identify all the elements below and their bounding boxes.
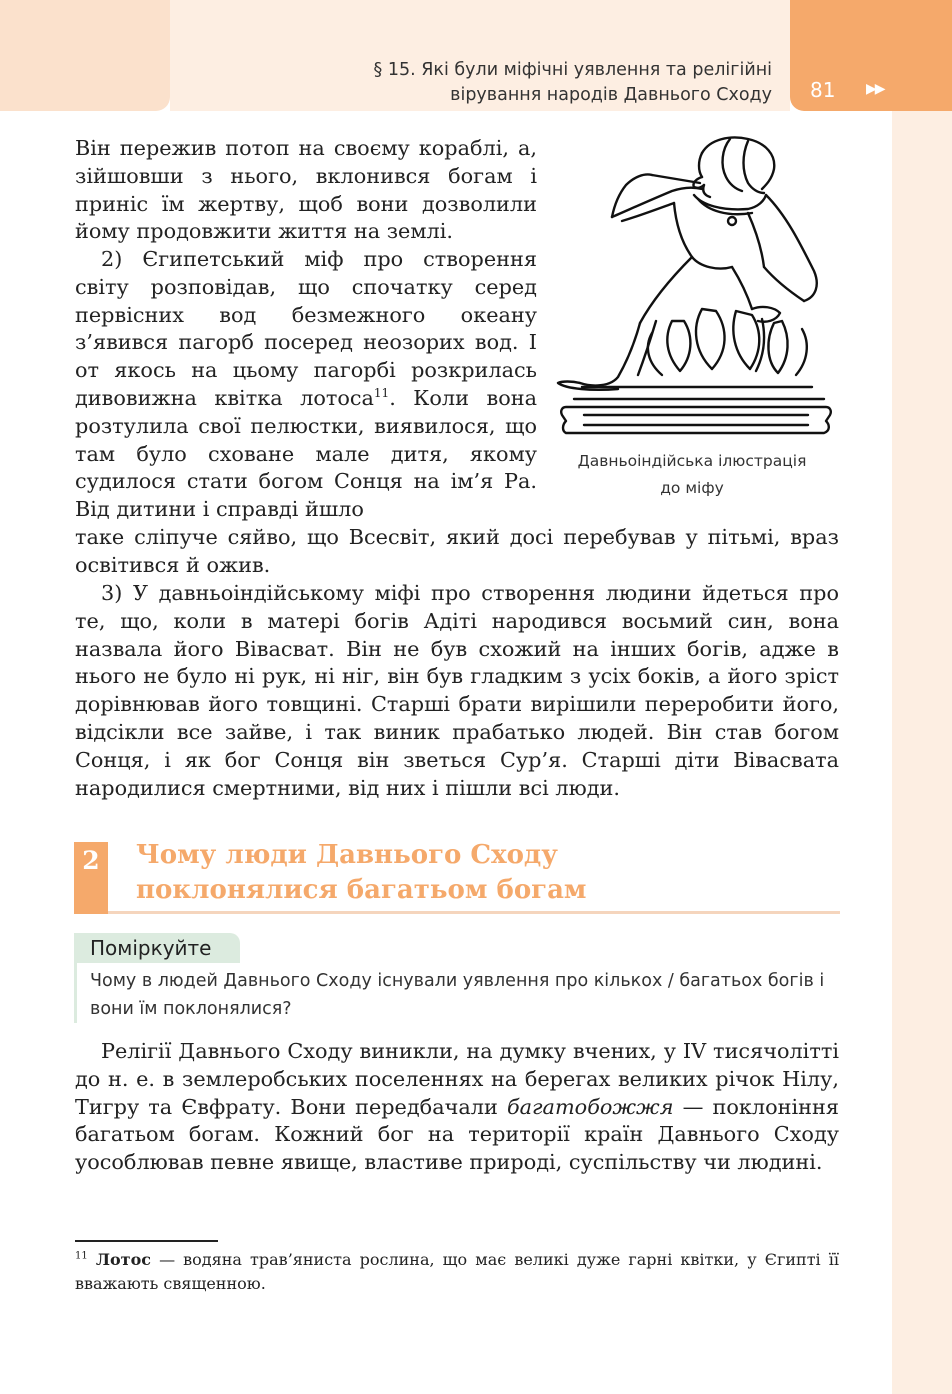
footnote-text: — водяна трав’яниста рослина, що має великі дуже гарні квітки, у Єгипті її вважають священною. — [75, 1250, 839, 1293]
figure-caption-line1: Давньоіндійська ілюстрація — [577, 452, 807, 470]
footnote-term: Лотос — [95, 1250, 151, 1269]
figure-caption — [517, 448, 867, 502]
page-number: 81 — [810, 78, 836, 102]
paragraph-1 — [75, 135, 537, 246]
paragraph-4-text-b: — поклоніння багатьом богам. Кожний бог на території країн Давнього Сходу уособлював певне явище, властиве природі, суспільству чи людині. — [75, 1094, 839, 1175]
think-box-label: Поміркуйте — [74, 933, 240, 963]
paragraph-4 — [75, 1038, 839, 1177]
paragraph-2 — [75, 246, 537, 524]
section-number: 2 — [74, 842, 108, 914]
paragraph-3-text: 3) У давньоіндійському міфі про створення людини йдеться про те, що, коли в матері богів Адіті народився восьмий син, вона назвала його Вівасват. Він не був схожий на інших богів, адже в нього не було ні рук, ні ніг, він був гладким з усіх боків, а його зріст дорівнював його товщині. Старші брати вирішили переробити його, відсікли все зайве, і так виник прабатько людей. Він став богом Сонця, і як бог Сонця він зветься Сур’я. Старші діти Вівасвата народилися смертними, від них і пішли всі люди. — [75, 581, 839, 800]
header-bar-left — [0, 0, 170, 111]
paragraph-2-text-c: таке сліпуче сяйво, що Всесвіт, який досі перебував у пітьмі, враз освітився й ожив. — [75, 525, 839, 577]
think-box-bar — [74, 963, 77, 1023]
section-heading-line1: Чому люди Давнього Сходу — [136, 840, 558, 870]
ancient-indian-illustration — [552, 125, 834, 441]
footnote-number: 11 — [75, 1250, 88, 1262]
paragraph-1-text: Він пережив потоп на своєму кораблі, а, зійшовши з нього, вклонився богам і приніс їм жертву, щоб вони дозволили йому продовжити життя на землі. — [75, 136, 537, 244]
paragraph-2-text-b: . Коли вона розтулила свої пелюстки, виявилося, що там було сховане мале дитя, якому судилося стати богом Сонця на ім’я Ра. Від дитини і справді йшло — [75, 385, 537, 522]
paragraph-4-text-a: Релігії Давнього Сходу виникли, на думку вчених, у IV тисячолітті до н. е. в землеробських поселеннях на берегах великих річок Нілу, Тигру та Євфрату. Вони передбачали — [75, 1039, 839, 1119]
footnote-ref: 11 — [373, 386, 390, 401]
paragraph-4-term: багатобожжя — [506, 1094, 674, 1119]
paragraph-3 — [75, 580, 839, 802]
footnote — [75, 1248, 839, 1296]
section-heading-line2: поклонялися багатьом богам — [136, 875, 587, 905]
think-box-question: Чому в людей Давнього Сходу існували уявлення про кількох / багатьох богів і вони їм поклонялися? — [90, 971, 825, 1019]
paragraph-2-text-a: 2) Єгипетський міф про створення світу розповідав, що спочатку серед первісних вод безмежного океану з’явився пагорб посеред неозорих вод. І от якось на цьому пагорбі розкрилась дивовижна квітка лотоса — [75, 247, 537, 410]
section-divider — [108, 911, 840, 914]
running-header-line1: § 15. Які були міфічні уявлення та релігійні — [373, 60, 772, 80]
paragraph-2-continued — [75, 524, 839, 580]
figure-caption-line2: до міфу — [660, 479, 724, 497]
footnote-divider — [75, 1240, 218, 1242]
running-header-line2: вірування народів Давнього Сходу — [450, 85, 772, 105]
next-arrows-icon: ▶▶ — [866, 81, 884, 97]
section-heading — [136, 838, 587, 908]
page-margin-strip — [892, 0, 952, 1394]
running-header — [212, 58, 772, 108]
